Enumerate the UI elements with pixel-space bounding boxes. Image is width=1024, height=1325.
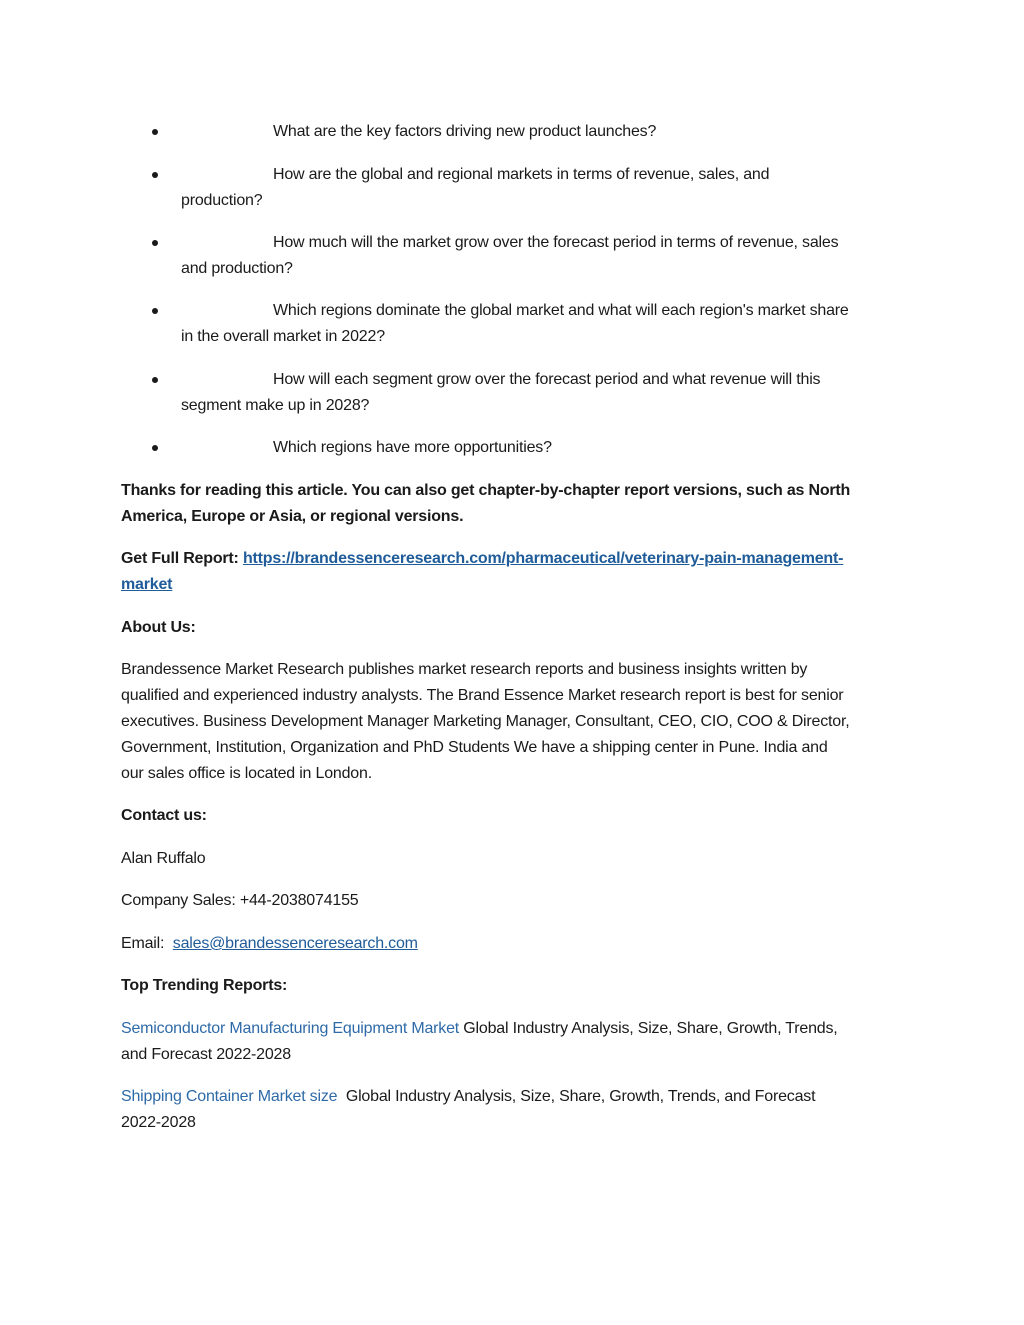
about-heading: About Us: — [121, 619, 196, 636]
bullet-icon — [152, 377, 158, 383]
contact-heading: Contact us: — [121, 807, 207, 824]
bullet-icon — [152, 308, 158, 314]
thanks-paragraph: Thanks for reading this article. You can also get chapter-by-chapter report versions, such as North America, Europe or Asia, or regional versions. — [121, 482, 851, 525]
bullet-icon — [152, 129, 158, 135]
trending-heading: Top Trending Reports: — [121, 977, 288, 994]
bullet-icon — [152, 172, 158, 178]
trending-item: Shipping Container Market size Global Industry Analysis, Size, Share, Growth, Trends, and Forecast 2022-2028 — [121, 1088, 816, 1131]
about-paragraph: Brandessence Market Research publishes market research reports and business insights written by qualified and experienced industry analysts. The Brand Essence Market research report is best for senior executives. Business Development Manager Marketing Manager, Consultant, CEO, CIO, COO & Director, Government, Institution, Organization and PhD Students We have a shipping center in Pune. India and our sales office is located in London. — [121, 661, 850, 782]
question-text: What are the key factors driving new product launches? — [273, 123, 657, 140]
question-text: How are the global and regional markets in terms of revenue, sales, and production? — [181, 166, 770, 209]
contact-email-row — [121, 931, 911, 957]
trending-report-link[interactable]: Shipping Container Market size — [121, 1088, 338, 1105]
question-text: Which regions dominate the global market and what will each region's market share in the overall market in 2022? — [181, 302, 849, 345]
question-text: How much will the market grow over the forecast period in terms of revenue, sales and production? — [181, 234, 839, 277]
full-report-link[interactable]: https://brandessenceresearch.com/pharmaceutical/veterinary-pain-management- market — [121, 550, 844, 593]
question-text: Which regions have more opportunities? — [273, 439, 552, 456]
trending-report-link[interactable]: Semiconductor Manufacturing Equipment Market — [121, 1020, 460, 1037]
question-text: How will each segment grow over the forecast period and what revenue will this segment make up in 2028? — [181, 371, 821, 414]
bullet-icon — [152, 445, 158, 451]
full-report-label: Get Full Report: — [121, 550, 239, 567]
trending-item: Semiconductor Manufacturing Equipment Market Global Industry Analysis, Size, Share, Growth, Trends, and Forecast 2022-2028 — [121, 1020, 838, 1063]
contact-sales-phone: Company Sales: +44-2038074155 — [121, 892, 359, 909]
full-report-paragraph — [121, 546, 911, 598]
email-link[interactable]: sales@brandessenceresearch.com — [172, 935, 418, 952]
email-label: Email: — [121, 935, 165, 952]
contact-name: Alan Ruffalo — [121, 850, 206, 867]
bullet-icon — [152, 240, 158, 246]
